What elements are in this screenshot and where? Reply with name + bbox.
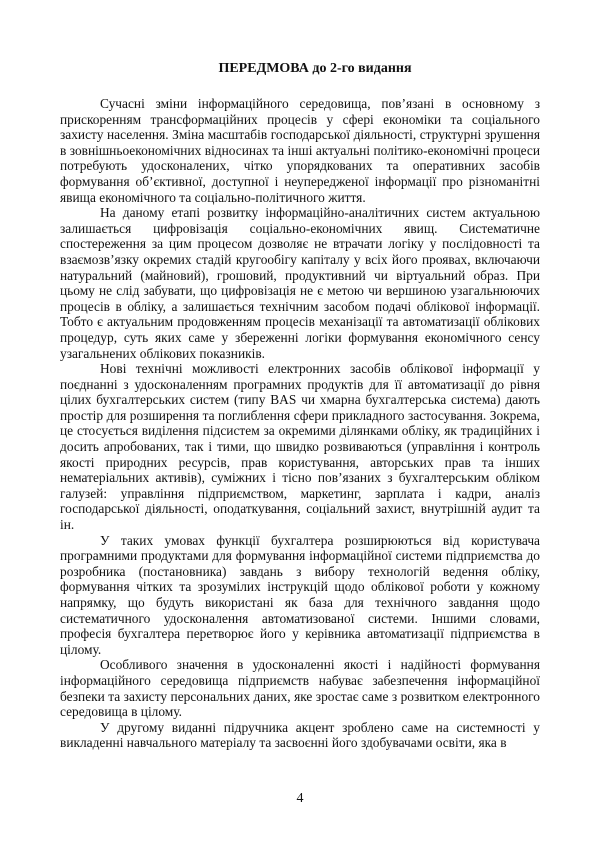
paragraph: Сучасні зміни інформаційного середовища, пов’язані в основному з прискоренням трансформаційних процесів у сфері економіки та соціального захисту населення. Зміна масштабів господарської діяльності, структурні зрушення в зовнішньоекономічних відносинах та інші актуальні політико-економічні процеси потребують удосконалених, чітко упорядкованих та оперативних засобів формування об’єктивної, доступної і неупередженої інформації про різноманітні явища економічного та соціально-політичного життя. [60, 96, 540, 205]
paragraph: Особливого значення в удосконаленні якості і надійності формування інформаційного середовища підприємств набуває забезпечення інформаційної безпеки та захисту персональних даних, яке зростає саме з розвитком електронного середовища в цілому. [60, 657, 540, 720]
paragraph: У таких умовах функції бухгалтера розширюються від користувача програмними продуктами для формування інформаційної системи підприємства до розробника (постановника) завдань з вибору технологій ведення обліку, формування чітких та зрозумілих інструкцій щодо облікової роботи у кожному напрямку, що будуть використані як база для технічного завдання щодо систематичного удосконалення автоматизованої системи. Іншими словами, професія бухгалтера перетворює його у керівника автоматизації підприємства в цілому. [60, 532, 540, 657]
paragraph: У другому виданні підручника акцент зроблено саме на системності у викладенні навчального матеріалу та засвоєнні його здобувачами освіти, яка в [60, 719, 540, 751]
paragraph: На даному етапі розвитку інформаційно-аналітичних систем актуальною залишається цифровізація соціально-економічних явищ. Систематичне спостереження за цим процесом дозволяє не втрачати логіку у послідовності та взаємозв’язку окремих стадій кругообігу капіталу у всіх його проявах, включаючи натуральний (майновий), грошовий, продуктивний чи віртуальний образ. При цьому не слід забувати, що цифровізація не є метою чи вершиною узагальнюючих процесів в обліку, а залишається технічним засобом подачі облікової інформації. Тобто є актуальним продовженням процесів механізації та автоматизації облікових процедур, суть яких саме у збереженні логіки формування економічного сенсу узагальнених облікових показників. [60, 205, 540, 361]
paragraph: Нові технічні можливості електронних засобів облікової інформації у поєднанні з удосконаленням програмних продуктів для її автоматизації до рівня цілих бухгалтерських систем (типу BAS чи хмарна бухгалтерська система) дають простір для розширення та поглиблення сфери прикладного застосування. Зокрема, це стосується виділення підсистем за окремими ділянками обліку, як традиційних і досить апробованих, так і тими, що швидко розвиваються (управління і контроль якості природних ресурсів, прав користування, авторських прав та інших нематеріальних активів), суміжних і тісно пов’язаних з бухгалтерським обліком галузей: управління підприємством, маркетинг, зарплата і кадри, аналіз господарської діяльності, оподаткування, соціальний захист, внутрішній аудит та ін. [60, 361, 540, 533]
page-number: 4 [296, 791, 304, 806]
body-text [60, 96, 540, 751]
section-title: ПЕРЕДМОВА до 2-го видання [218, 61, 412, 76]
